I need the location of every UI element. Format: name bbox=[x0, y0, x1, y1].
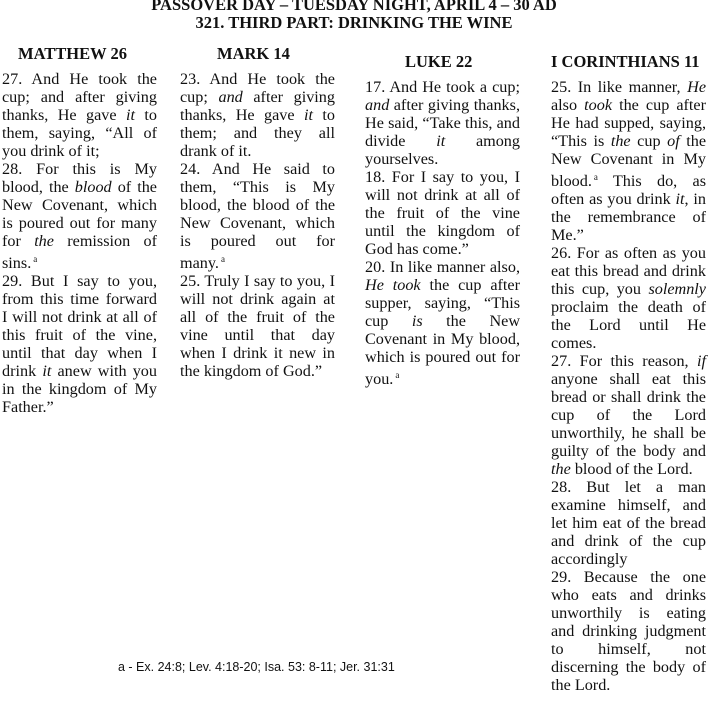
section-title: 321. THIRD PART: DRINKING THE WINE bbox=[195, 13, 513, 32]
page-title: PASSOVER DAY – TUESDAY NIGHT, APRIL 4 – 30 AD bbox=[151, 0, 557, 14]
heading-luke: LUKE 22 bbox=[405, 52, 473, 71]
column-matthew bbox=[2, 70, 157, 416]
verse-text: 17. And He took a cup; and after giving thanks, He said, “Take this, and divide it among yourselves. bbox=[365, 78, 520, 168]
heading-corinthians: I CORINTHIANS 11 bbox=[551, 52, 700, 71]
verse-text: 29. Because the one who eats and drinks unworthily is eating and drinking judgment to himself, not discerning the body of the Lord. bbox=[551, 568, 706, 694]
footnote-mark: a bbox=[593, 172, 598, 182]
heading-matthew: MATTHEW 26 bbox=[18, 44, 127, 63]
verse-text: 28. For this is My blood, the blood of the New Covenant, which is poured out for many for the remission of sins. $^a$ bbox=[2, 160, 158, 272]
verse-text: 26. For as often as you eat this bread and drink this cup, you solemnly proclaim the death of the Lord until He comes. bbox=[551, 244, 706, 352]
verse-text: 20. In like manner also, He took the cup after supper, saying, “This cup is the New Covenant in My blood, which is poured out for you. $^a$ bbox=[365, 258, 521, 388]
column-luke bbox=[365, 78, 520, 388]
column-corinthians bbox=[551, 78, 706, 694]
verse-text: 27. And He took the cup; and after giving thanks, He gave it to them, saying, “All of you drink of it; bbox=[2, 70, 157, 160]
verse-text: 23. And He took the cup; and after giving thanks, He gave it to them; and they all drank of it. bbox=[180, 70, 335, 160]
heading-mark: MARK 14 bbox=[217, 44, 290, 63]
verse-text: 27. For this reason, if anyone shall eat this bread or shall drink the cup of the Lord unworthily, he shall be guilty of the body and the blood of the Lord. bbox=[551, 352, 706, 478]
verse-text: 29. But I say to you, from this time forward I will not drink at all of this fruit of the vine, until that day when I drink it anew with you in the kingdom of My Father.” bbox=[2, 272, 157, 416]
footnote-mark: a bbox=[395, 370, 400, 380]
column-mark bbox=[180, 70, 335, 380]
verse-text: 28. But let a man examine himself, and let him eat of the bread and drink of the cup accordingly bbox=[551, 478, 706, 568]
verse-text: 18. For I say to you, I will not drink at all of the fruit of the vine until the kingdom of God has come.” bbox=[365, 168, 520, 258]
verse-text: 24. And He said to them, “This is My blood, the blood of the New Covenant, which is poured out for many. $^a$ bbox=[180, 160, 335, 272]
verse-text: 25. Truly I say to you, I will not drink again at all of the fruit of the vine until that day when I drink it new in the kingdom of God.” bbox=[180, 272, 335, 380]
footnote: a - Ex. 24:8; Lev. 4:18-20; Isa. 53: 8-11; Jer. 31:31 bbox=[118, 660, 395, 674]
footnote-mark: a bbox=[33, 254, 38, 264]
footnote-mark: a bbox=[220, 254, 225, 264]
verse-text: 25. In like manner, He also took the cup after He had supped, saying, “This is the cup of the New Covenant in My blood. $^a$ This do, as often as you drink it, in the remembrance of Me.” bbox=[551, 78, 707, 244]
